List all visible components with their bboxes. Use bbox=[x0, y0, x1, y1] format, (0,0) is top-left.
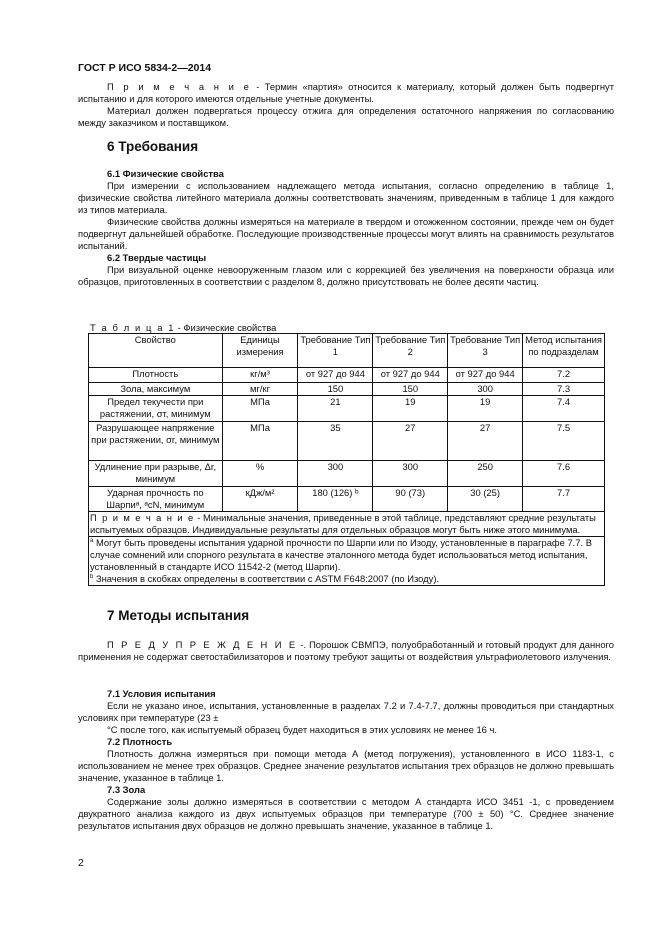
paragraph: Физические свойства должны измеряться на материале в твердом и отожженном состоянии, прежде чем он будет подвергнут дальнейшей обработке. Последующие производственные процессы могут влиять на сравнимость результатов испытаний. bbox=[78, 216, 614, 251]
table-cell: Плотность bbox=[89, 368, 223, 383]
table-cell: Ударная прочность по Шарпиᵃ, ᵃcN, минимум bbox=[89, 487, 223, 512]
footnote-text: Могут быть проведены испытания ударной прочности по Шарпи или по Изоду, установленные в параграфе 7.7. В случае сомнений или спорного результата в качестве эталонного метода будет использоваться метод испытания, установленный в стандарте ИСО 11542-2 (метод Шарпи). bbox=[90, 537, 592, 572]
table-cell: от 927 до 944 bbox=[298, 368, 373, 383]
warning-block bbox=[78, 639, 614, 663]
table-cell: 7.4 bbox=[523, 396, 605, 422]
table-cell: 300 bbox=[298, 461, 373, 487]
table-cell: МПа bbox=[222, 396, 298, 422]
footnote-mark: b bbox=[90, 573, 94, 580]
document-header: ГОСТ Р ИСО 5834-2—2014 bbox=[78, 62, 212, 74]
page-number: 2 bbox=[78, 857, 84, 869]
table-cell: кДж/м² bbox=[222, 487, 298, 512]
table-cell: 250 bbox=[448, 461, 523, 487]
table-cell: от 927 до 944 bbox=[373, 368, 448, 383]
paragraph: При визуальной оценке невооруженным глазом или с коррекцией без увеличения на поверхности образца или образцов, приготовленных в соответствии с разделом 8, должно присутствовать не более десяти частиц. bbox=[78, 264, 614, 287]
section-7-body bbox=[78, 688, 614, 832]
table-cell: 27 bbox=[448, 422, 523, 461]
table-cell: 300 bbox=[448, 383, 523, 396]
note-label: П р и м е ч а н и е bbox=[90, 512, 195, 523]
table-row bbox=[89, 422, 605, 461]
table-cell: 30 (25) bbox=[448, 487, 523, 512]
paragraph: Плотность должна измеряться при помощи метода А (метод погружения), установленного в ИСО 1183-1, с использованием не менее трех образцов. Среднее значение результатов испытания трех образцов не должно превышать значение, указанное в таблице 1. bbox=[78, 748, 614, 783]
table-cell: 90 (73) bbox=[373, 487, 448, 512]
physical-properties-table bbox=[88, 333, 605, 586]
column-header: Метод испытания по подразделам bbox=[523, 334, 605, 368]
table-cell: 7.7 bbox=[523, 487, 605, 512]
warning-paragraph bbox=[78, 639, 614, 663]
footnote-text: Значения в скобках определены в соответствии с ASTM F648:2007 (по Изоду). bbox=[93, 573, 440, 584]
column-header: Единицы измерения bbox=[222, 334, 298, 368]
column-header: Свойство bbox=[89, 334, 223, 368]
subsection-6-1-heading: 6.1 Физические свойства bbox=[107, 168, 224, 179]
table-cell: МПа bbox=[222, 422, 298, 461]
section-6-body bbox=[78, 168, 614, 288]
table-note-row bbox=[89, 512, 605, 537]
table-cell: 150 bbox=[373, 383, 448, 396]
subsection-6-2-heading: 6.2 Твердые частицы bbox=[107, 252, 207, 263]
warning-label: П Р Е Д У П Р Е Ж Д Е Н И Е bbox=[107, 639, 298, 650]
table-footnotes-row bbox=[89, 537, 605, 586]
note-label: П р и м е ч а н и е bbox=[107, 81, 251, 92]
table-cell: 27 bbox=[373, 422, 448, 461]
warning-text: -. Порошок СВМПЭ, полуобработанный и готовый продукт для данного применения не содержат светостабилизаторов и поэтому требуют защиты от воздействия ультрафиолетового излучения. bbox=[78, 639, 614, 662]
table-cell: 7.2 bbox=[523, 368, 605, 383]
column-header: Требование Тип 2 bbox=[373, 334, 448, 368]
table-row bbox=[89, 396, 605, 422]
caption-text: - Физические свойства bbox=[175, 322, 277, 333]
paragraph: Если не указано иное, испытания, установленные в разделах 7.2 и 7.4-7.7, должны проводиться при стандартных условиях при температуре (23 ± bbox=[78, 700, 614, 723]
table-row bbox=[89, 368, 605, 383]
table-cell: Зола, максимум bbox=[89, 383, 223, 396]
table-cell: 35 bbox=[298, 422, 373, 461]
table-cell: мг/кг bbox=[222, 383, 298, 396]
table-row bbox=[89, 461, 605, 487]
table-cell: 7.3 bbox=[523, 383, 605, 396]
table-header-row bbox=[89, 334, 605, 368]
table-row bbox=[89, 383, 605, 396]
intro-note bbox=[78, 81, 614, 105]
subsection-7-2-heading: 7.2 Плотность bbox=[107, 736, 173, 747]
paragraph: При измерении с использованием надлежащего метода испытания, согласно определению в таблице 1, физические свойства литейного материала должны соответствовать значениям, приведенным в таблице 1 для каждого из типов материала. bbox=[78, 180, 614, 215]
table-cell: 7.6 bbox=[523, 461, 605, 487]
table-cell: от 927 до 944 bbox=[448, 368, 523, 383]
table-cell: 21 bbox=[298, 396, 373, 422]
table-cell: 19 bbox=[448, 396, 523, 422]
intro-paragraph: Материал должен подвергаться процессу отжига для определения остаточного напряжения по согласованию между заказчиком и поставщиком. bbox=[78, 105, 614, 128]
table-cell: кг/м³ bbox=[222, 368, 298, 383]
paragraph: °С после того, как испытуемый образец будет находиться в этих условиях не менее 16 ч. bbox=[107, 724, 497, 735]
column-header: Требование Тип 1 bbox=[298, 334, 373, 368]
section-6-heading: 6 Требования bbox=[107, 139, 199, 154]
column-header: Требование Тип 3 bbox=[448, 334, 523, 368]
table-cell: Удлинение при разрыве, Δr, минимум bbox=[89, 461, 223, 487]
section-7-heading: 7 Методы испытания bbox=[107, 608, 250, 623]
table-cell: Предел текучести при растяжении, σт, минимум bbox=[89, 396, 223, 422]
table-cell: 19 bbox=[373, 396, 448, 422]
note-text: - Термин «партия» относится к материалу, который должен быть подвергнут испытанию и для которого имеются отдельные учетные документы. bbox=[78, 81, 614, 104]
intro-block bbox=[78, 81, 614, 129]
table-row bbox=[89, 487, 605, 512]
footnote-mark: a bbox=[90, 537, 94, 544]
paragraph: Содержание золы должно измеряться в соответствии с методом А стандарта ИСО 3451 -1, с проведением двукратного анализа каждого из двух испытуемых образцов при температуре (700 ± 50) °С. Среднее значение результатов испытания двух образцов не должно превышать значение, указанное в таблице 1. bbox=[78, 796, 614, 831]
subsection-7-3-heading: 7.3 Зола bbox=[107, 784, 146, 795]
note-text: - Минимальные значения, приведенные в этой таблице, представляют средние результаты испытуемых образцов. Индивидуальные результаты для отдельных образцов могут быть ниже этого минимума. bbox=[90, 512, 596, 535]
subsection-7-1-heading: 7.1 Условия испытания bbox=[107, 688, 216, 699]
table-cell: 150 bbox=[298, 383, 373, 396]
footnote-b bbox=[90, 573, 603, 585]
table-note bbox=[89, 512, 605, 537]
table-cell: % bbox=[222, 461, 298, 487]
table-cell: 300 bbox=[373, 461, 448, 487]
table-cell: 7.5 bbox=[523, 422, 605, 461]
footnote-a bbox=[90, 537, 603, 573]
table-footnotes bbox=[89, 537, 605, 586]
table-cell: Разрушающее напряжение при растяжении, σr, минимум bbox=[89, 422, 223, 461]
caption-label: Т а б л и ц а 1 bbox=[90, 322, 176, 333]
table-cell: 180 (126) ᵇ bbox=[298, 487, 373, 512]
